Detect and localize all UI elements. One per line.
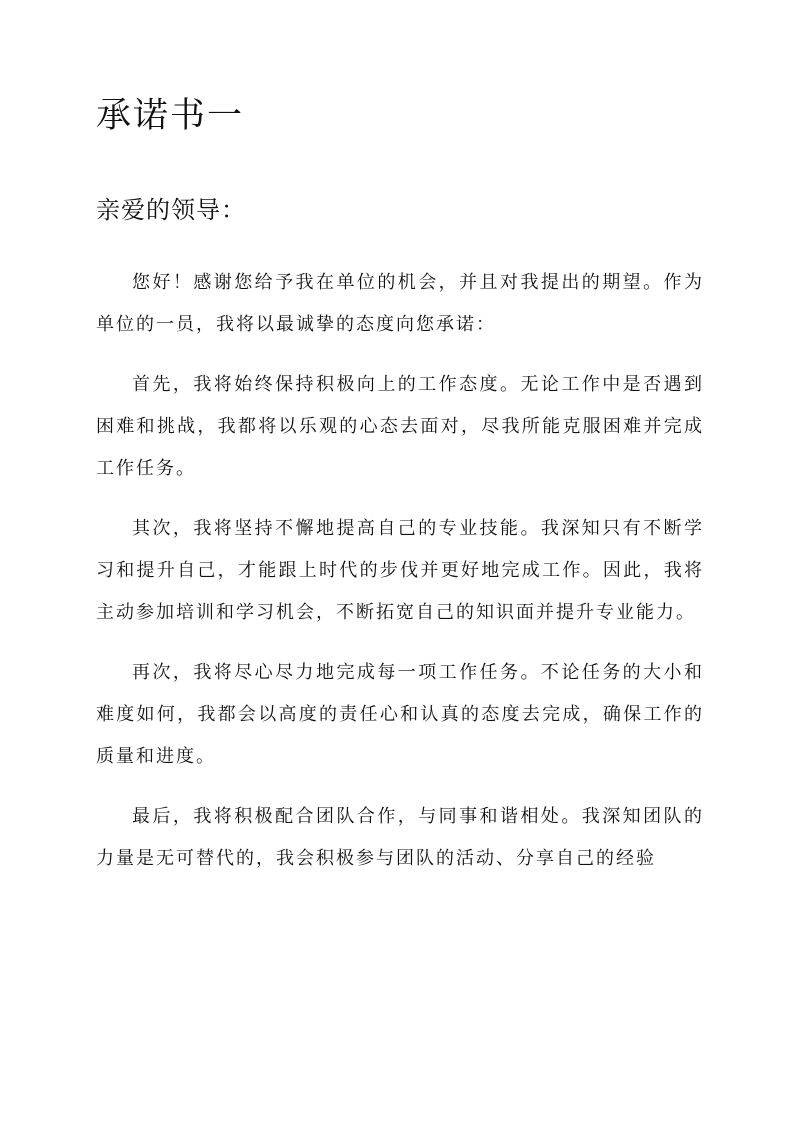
paragraph-last: 最后，我将积极配合团队合作，与同事和谐相处。我深知团队的力量是无可替代的，我会积极参与团队的活动、分享自己的经验 (96, 806, 704, 869)
salutation: 亲爱的领导： (96, 196, 246, 224)
paragraph-second: 其次，我将坚持不懈地提高自己的专业技能。我深知只有不断学习和提升自己，才能跟上时代的步伐并更好地完成工作。因此，我将主动参加培训和学习机会，不断拓宽自己的知识面并提升专业能力。 (96, 518, 704, 623)
paragraph-third: 再次，我将尽心尽力地完成每一项工作任务。不论任务的大小和难度如何，我都会以高度的责任心和认真的态度去完成，确保工作的质量和进度。 (96, 662, 704, 767)
document-body (96, 262, 704, 898)
paragraph-greeting: 您好！感谢您给予我在单位的机会，并且对我提出的期望。作为单位的一员，我将以最诚挚的态度向您承诺： (96, 272, 704, 335)
paragraph-first: 首先，我将始终保持积极向上的工作态度。无论工作中是否遇到困难和挑战，我都将以乐观的心态去面对，尽我所能克服困难并完成工作任务。 (96, 374, 704, 479)
document-title: 承诺书一 (96, 96, 245, 136)
